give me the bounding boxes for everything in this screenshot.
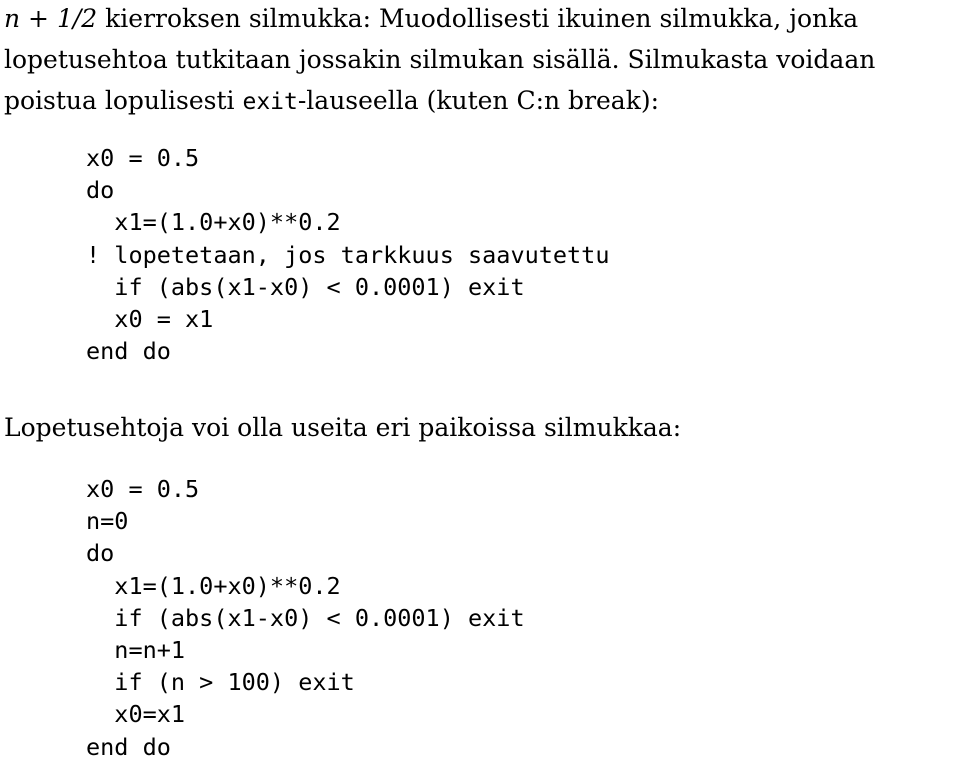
code-line: x0 = 0.5 [86, 475, 200, 503]
code-line: do [86, 176, 115, 205]
code-line: x1=(1.0+x0)**0.2 [86, 208, 341, 237]
intro-line-3-before: poistua lopulisesti [4, 86, 243, 115]
math-expression: n + 1/2 [4, 4, 98, 33]
intro-line-1 [4, 0, 875, 39]
code-line: n=0 [86, 507, 129, 536]
code-line: n=n+1 [86, 635, 186, 664]
code-block-1 [86, 142, 609, 367]
intro-line-1-text: kierroksen silmukka: Muodollisesti ikuinen silmukka, jonka [97, 4, 859, 33]
code-line: do [86, 539, 115, 568]
code-line: if (n > 100) exit [86, 668, 355, 697]
intro-line-3-after: -lauseella (kuten C:n break): [297, 86, 660, 115]
intro-line-2: lopetusehtoa tutkitaan jossakin silmukan sisällä. Silmukasta voidaan [4, 45, 876, 74]
code-line: x0 = x1 [86, 304, 214, 333]
code-line: if (abs(x1-x0) < 0.0001) exit [86, 603, 525, 632]
code-line: end do [86, 732, 171, 761]
code-line: x1=(1.0+x0)**0.2 [86, 571, 341, 600]
intro-paragraph [4, 0, 875, 123]
code-block-2 [86, 473, 525, 763]
code-line: if (abs(x1-x0) < 0.0001) exit [86, 272, 525, 301]
code-comment-line: ! lopetetaan, jos tarkkuus saavutettu [86, 240, 610, 269]
code-line: end do [86, 337, 171, 366]
exit-keyword: exit [242, 89, 298, 115]
paragraph-2: Lopetusehtoja voi olla useita eri paikoissa silmukkaa: [4, 413, 682, 442]
code-line: x0 = 0.5 [86, 144, 200, 172]
code-line: x0=x1 [86, 700, 186, 729]
intro-line-3 [4, 80, 875, 123]
